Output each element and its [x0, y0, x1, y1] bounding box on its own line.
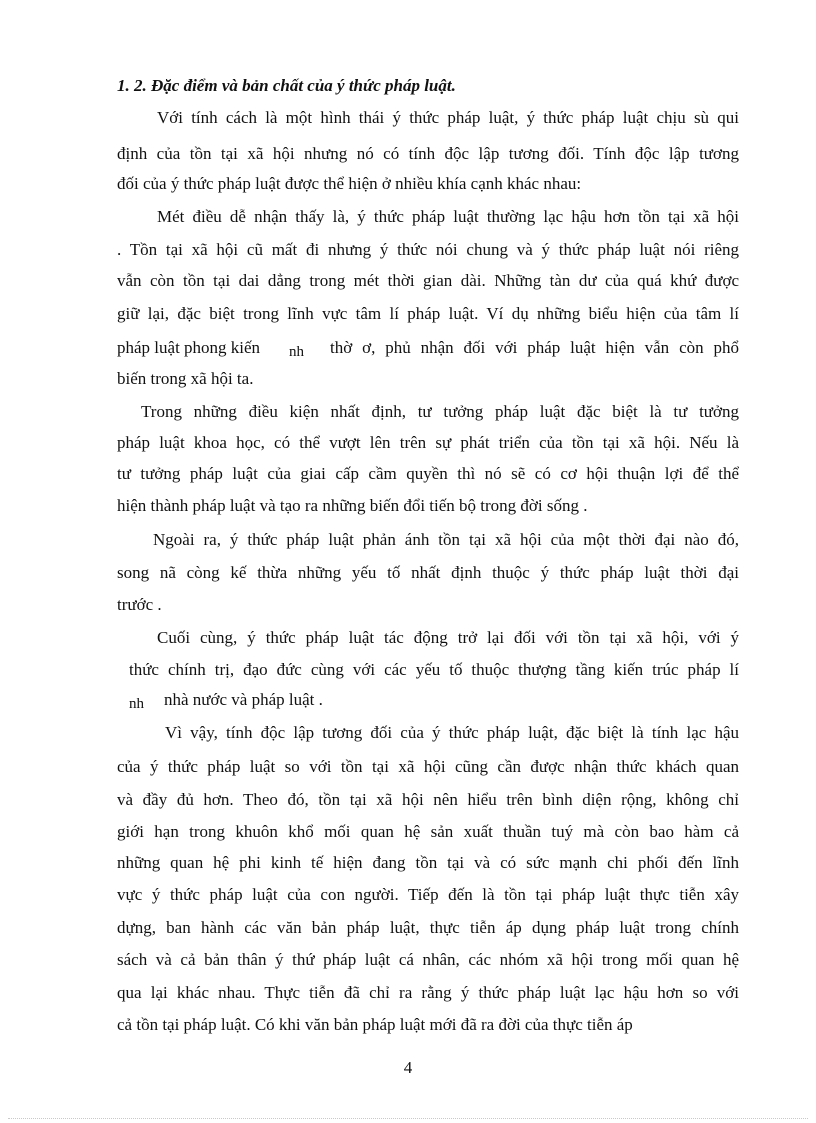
text-line: định của tồn tại xã hội nhưng nó có tính độc lập tương đối. Tính độc lập tương [117, 144, 739, 163]
text-line: vực ý thức pháp luật của con người. Tiếp đến là tồn tại pháp luật thực tiễn xây [117, 885, 739, 904]
page-number: 4 [403, 1058, 413, 1077]
text-line: dựng, ban hành các văn bản pháp luật, thực tiễn áp dụng pháp luật trong chính [117, 918, 739, 937]
page-bottom-border [8, 1118, 808, 1119]
text-line: đối của ý thức pháp luật được thể hiện ở nhiều khía cạnh khác nhau: [117, 174, 582, 193]
text-line: Trong những điều kiện nhất định, tư tưởng pháp luật đặc biệt là tư tưởng [141, 402, 739, 421]
text-line: cả tồn tại pháp luật. Có khi văn bản pháp luật mới đã ra đời của thực tiễn áp [117, 1015, 633, 1034]
text-line: trước . [117, 595, 162, 614]
text-line: giữ lại, đặc biệt trong lĩnh vực tâm lí pháp luật. Ví dụ những biểu hiện của tâm lí [117, 304, 739, 323]
text-line: Cuối cùng, ý thức pháp luật tác động trở lại đối với tồn tại xã hội, với ý [157, 628, 739, 647]
text-line: vẫn còn tồn tại dai dẳng trong mét thời gian dài. Những tàn dư của quá khứ được [117, 271, 739, 290]
text-line: qua lại khác nhau. Thực tiễn đã chỉ ra rằng ý thức pháp luật lạc hậu hơn so với [117, 983, 739, 1002]
text-fragment: nh [129, 696, 144, 712]
text-line: pháp luật khoa học, có thể vượt lên trên sự phát triển của tồn tại xã hội. Nếu là [117, 433, 739, 452]
text-line: Mét điều dễ nhận thấy là, ý thức pháp luật thường lạc hậu hơn tồn tại xã hội [157, 207, 739, 226]
text-line: thờ ơ, phủ nhận đối với pháp luật hiện vẫn còn phổ [330, 338, 739, 357]
section-heading: 1. 2. Đặc điểm và bản chất của ý thức pháp luật. [117, 76, 456, 95]
text-line: pháp luật phong kiến [117, 338, 261, 357]
text-line: Với tính cách là một hình thái ý thức pháp luật, ý thức pháp luật chịu sù qui [157, 108, 739, 127]
text-line: song nã còng kế thừa những yếu tố nhất định thuộc ý thức pháp luật thời đại [117, 563, 739, 582]
text-line: thức chính trị, đạo đức cùng với các yếu tố thuộc thượng tầng kiến trúc pháp lí [129, 660, 739, 679]
text-line: Vì vậy, tính độc lập tương đối của ý thức pháp luật, đặc biệt là tính lạc hậu [165, 723, 739, 742]
text-line: giới hạn trong khuôn khổ mối quan hệ sản xuất thuần tuý mà còn bao hàm cả [117, 822, 739, 841]
text-line: . Tồn tại xã hội cũ mất đi nhưng ý thức nói chung và ý thức pháp luật nói riêng [117, 240, 739, 259]
text-line: Ngoài ra, ý thức pháp luật phản ánh tồn tại xã hội của một thời đại nào đó, [153, 530, 739, 549]
text-fragment: nh [289, 344, 304, 360]
text-line: những quan hệ phi kinh tế hiện đang tồn tại và có sức mạnh chi phối đến lĩnh [117, 853, 739, 872]
text-line: tư tưởng pháp luật của giai cấp cầm quyền thì nó sẽ có cơ hội thuận lợi để thể [117, 464, 739, 483]
text-line: biến trong xã hội ta. [117, 369, 254, 388]
text-line: và đầy đủ hơn. Theo đó, tồn tại xã hội nên hiểu trên bình diện rộng, không chỉ [117, 790, 739, 809]
text-line: sách và cả bản thân ý thứ pháp luật cá nhân, các nhóm xã hội trong mối quan hệ [117, 950, 739, 969]
text-line: nhà nước và pháp luật . [164, 690, 323, 709]
text-line: của ý thức pháp luật so với tồn tại xã hội cũng cần được nhận thức khách quan [117, 757, 739, 776]
text-line: hiện thành pháp luật và tạo ra những biến đổi tiến bộ trong đời sống . [117, 496, 588, 515]
